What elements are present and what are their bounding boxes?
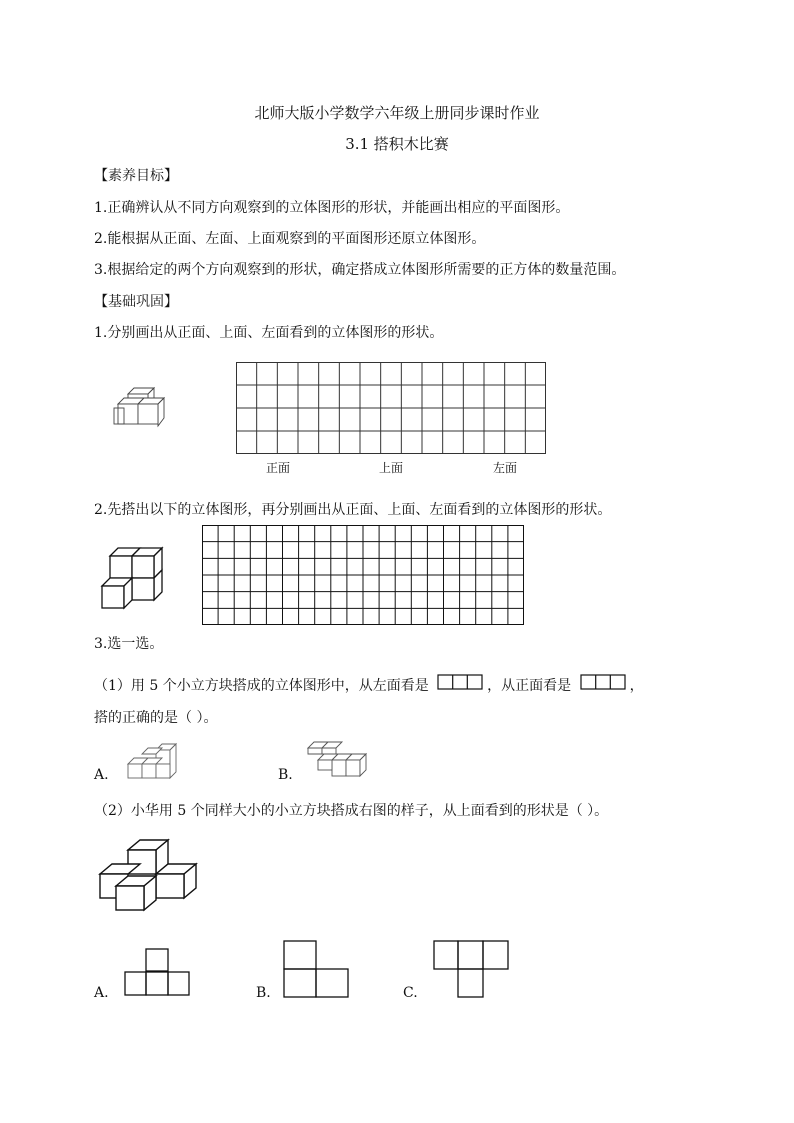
question-2-text: 2.先搭出以下的立体图形，再分别画出从正面、上面、左面看到的立体图形的形状。 — [94, 502, 612, 518]
front-view-shape — [580, 674, 626, 690]
question-3-text: 3.选一选。 — [94, 636, 164, 652]
q1-cube-figure — [110, 388, 180, 430]
question-3-1-line2: 搭的正确的是（ ）。 — [94, 710, 218, 726]
label-left: 左面 — [493, 461, 518, 475]
option-c-top-view[interactable] — [433, 940, 509, 998]
q2-drawing-grid — [202, 525, 524, 625]
option-b-label[interactable]: B. — [256, 985, 271, 1001]
label-top: 上面 — [379, 461, 404, 475]
option-b-label[interactable]: B. — [278, 767, 293, 783]
question-3-1-lead: （1）用 5 个小立方块搭成的立体图形中，从左面看是 — [94, 678, 429, 694]
page-title: 北师大版小学数学六年级上册同步课时作业 — [254, 104, 540, 122]
goal-item: 1.正确辨认从不同方向观察到的立体图形的形状，并能画出相应的平面图形。 — [94, 200, 570, 216]
option-c-label[interactable]: C. — [403, 985, 418, 1001]
option-a-label[interactable]: A. — [94, 767, 109, 783]
question-3-1-middle: ，从正面看是 — [487, 678, 572, 694]
goals-heading: 【素养目标】 — [94, 168, 178, 184]
option-b-top-view[interactable] — [283, 940, 349, 998]
question-3-1-line — [94, 675, 644, 695]
option-a-label[interactable]: A. — [94, 985, 109, 1001]
question-3-2-text: （2）小华用 5 个同样大小的小立方块搭成右图的样子，从上面看到的形状是（ ）。 — [94, 803, 609, 819]
label-front: 正面 — [266, 461, 291, 475]
option-b-cube-figure[interactable] — [306, 742, 366, 780]
page-subtitle: 3.1 搭积木比赛 — [345, 135, 449, 153]
question-3-1-end: ， — [629, 678, 644, 694]
left-view-shape — [437, 674, 483, 690]
question-1-text: 1.分别画出从正面、上面、左面看到的立体图形的形状。 — [94, 325, 444, 341]
q1-drawing-grid — [236, 362, 546, 454]
q3-2-cube-figure — [98, 838, 206, 916]
option-a-cube-figure[interactable] — [122, 744, 182, 780]
basics-heading: 【基础巩固】 — [94, 294, 178, 310]
goal-item: 2.能根据从正面、左面、上面观察到的平面图形还原立体图形。 — [94, 231, 486, 247]
goal-item: 3.根据给定的两个方向观察到的形状，确定搭成立体图形所需要的正方体的数量范围。 — [94, 262, 626, 278]
option-a-top-view[interactable] — [124, 948, 190, 996]
q2-cube-figure — [100, 548, 166, 608]
